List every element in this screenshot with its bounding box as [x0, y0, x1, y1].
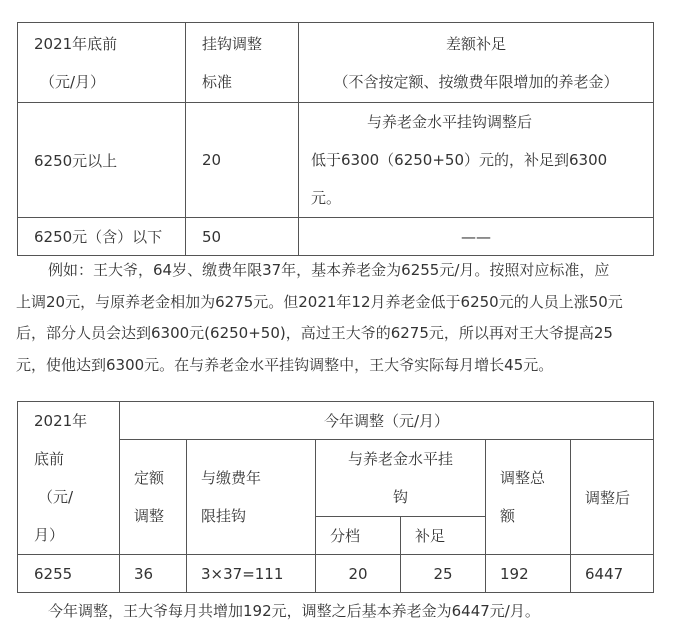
cell-topup: 25 — [401, 555, 486, 593]
cell-standard: 50 — [186, 218, 299, 256]
header-total-adjust: 调整总 额 — [486, 440, 571, 555]
header-years-linked: 与缴费年 限挂钩 — [187, 440, 316, 555]
cell-standard: 20 — [186, 103, 299, 218]
annual-adjustment-table — [17, 401, 654, 593]
header-adjust-group: 今年调整（元/月） — [120, 402, 654, 440]
cell-fixed: 36 — [120, 555, 187, 593]
cell-base: 6255 — [18, 555, 120, 593]
cell-after: 6447 — [571, 555, 654, 593]
table-row — [18, 555, 654, 593]
cell-tier: 20 — [316, 555, 401, 593]
cell-years: 3×37=111 — [187, 555, 316, 593]
cell-range: 6250元以上 — [18, 103, 186, 218]
cell-topup-note: 与养老金水平挂钩调整后 低于6300（6250+50）元的，补足到6300 元。 — [299, 103, 654, 218]
header-topup: 差额补足 （不含按定额、按缴费年限增加的养老金） — [299, 23, 654, 103]
header-base-pension: 2021年底前 （元/月） — [18, 23, 186, 103]
cell-total: 192 — [486, 555, 571, 593]
example-paragraph: 例如：王大爷，64岁、缴费年限37年，基本养老金为6255元/月。按照对应标准，应 上调20元，与原养老金相加为6275元。但2021年12月养老金低于6250元的人员上涨50元 后，部分人员会达到6300元(6250+50)，高过王大爷的6275元，所以再对王大爷提高25 元，使他达到6300元。在与养老金水平挂钩调整中，王大爷实际每月增长45元。 — [16, 261, 623, 374]
cell-topup-note: —— — [299, 218, 654, 256]
table-header-row — [18, 23, 654, 103]
pension-adjustment-standard-table — [17, 22, 654, 256]
header-tier: 分档 — [316, 517, 401, 555]
table-header-row — [18, 402, 654, 440]
header-fixed-adjust: 定额 调整 — [120, 440, 187, 555]
header-after-adjust: 调整后 — [571, 440, 654, 555]
table-row — [18, 218, 654, 256]
header-level-linked: 与养老金水平挂 钩 — [316, 440, 486, 517]
table-row — [18, 103, 654, 218]
header-base-pension: 2021年 底前 （元/ 月） — [18, 402, 120, 555]
summary-paragraph: 今年调整，王大爷每月共增加192元，调整之后基本养老金为6447元/月。 — [48, 602, 540, 620]
header-topup: 补足 — [401, 517, 486, 555]
cell-range: 6250元（含）以下 — [18, 218, 186, 256]
header-adjust-standard: 挂钩调整 标准 — [186, 23, 299, 103]
